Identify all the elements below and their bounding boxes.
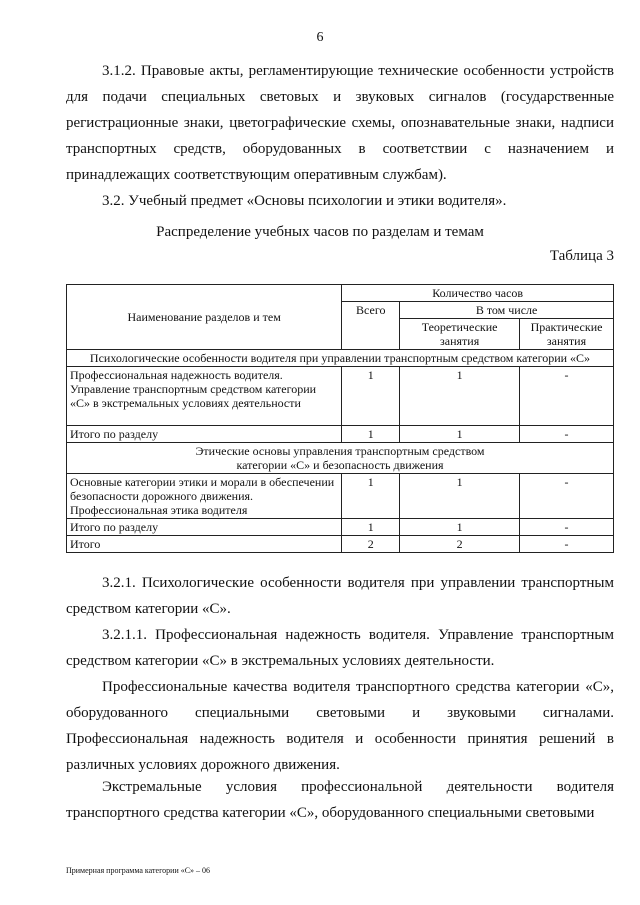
header-theory: Теоретические занятия	[400, 319, 520, 350]
page-footer: Примерная программа категории «С» – 06	[66, 866, 211, 875]
subtotal-row	[67, 426, 614, 443]
section-row	[67, 443, 614, 474]
page-number: 6	[316, 30, 324, 45]
subtotal-total: 1	[342, 519, 400, 536]
total-theory: 2	[400, 536, 520, 553]
table-title: Распределение учебных часов по разделам и темам	[156, 224, 484, 240]
topic-total: 1	[342, 367, 400, 426]
header-name: Наименование разделов и тем	[67, 285, 342, 350]
paragraph-extreme-conditions: Экстремальные условия профессиональной деятельности водителя транспортного средства категории «С», оборудованного специальными световыми	[66, 779, 614, 821]
subtotal-row	[67, 519, 614, 536]
header-including: В том числе	[400, 302, 614, 319]
total-row	[67, 536, 614, 553]
total-label: Итого	[67, 536, 342, 553]
header-practice: Практические занятия	[520, 319, 614, 350]
subtotal-label: Итого по разделу	[67, 426, 342, 443]
header-total: Всего	[342, 302, 400, 350]
subtotal-theory: 1	[400, 426, 520, 443]
paragraph-3-1-2: 3.1.2. Правовые акты, регламентирующие технические особенности устройств для подачи специальных световых и звуковых сигналов (государственные регистрационные знаки, цветографические схемы, опознавательные знаки, надписи транспортных средств, оборудованных в соответствии с назначением и принадлежащих соответствующим оперативным службам).	[66, 63, 614, 183]
topic-theory: 1	[400, 367, 520, 426]
topic-name: Профессиональная надежность водителя. Управление транспортным средством категории «С» в экстремальных условиях деятельности	[67, 367, 342, 426]
section-row	[67, 350, 614, 367]
topic-theory: 1	[400, 474, 520, 519]
topic-practice: -	[520, 367, 614, 426]
section-title-1: Психологические особенности водителя при управлении транспортным средством категории «С»	[67, 350, 614, 367]
header-quantity: Количество часов	[342, 285, 614, 302]
subtotal-total: 1	[342, 426, 400, 443]
table-label: Таблица 3	[549, 248, 614, 264]
subtotal-theory: 1	[400, 519, 520, 536]
section-title-2: Этические основы управления транспортным средством категории «С» и безопасность движения	[67, 443, 614, 474]
paragraph-3-2-1: 3.2.1. Психологические особенности водителя при управлении транспортным средством категории «С».	[66, 575, 614, 617]
topic-total: 1	[342, 474, 400, 519]
subtotal-label: Итого по разделу	[67, 519, 342, 536]
topic-practice: -	[520, 474, 614, 519]
subtotal-practice: -	[520, 426, 614, 443]
table-row	[67, 367, 614, 426]
table-row	[67, 474, 614, 519]
subtotal-practice: -	[520, 519, 614, 536]
paragraph-3-2: 3.2. Учебный предмет «Основы психологии и этики водителя».	[102, 193, 507, 209]
topic-name: Основные категории этики и морали в обеспечении безопасности дорожного движения. Профессиональная этика водителя	[67, 474, 342, 519]
table-header-row	[67, 285, 614, 302]
paragraph-professional-qualities: Профессиональные качества водителя транспортного средства категории «С», оборудованного специальными световыми и звуковыми сигналами. Профессиональная надежность водителя и особенности принятия решений в различных условиях дорожного движения.	[66, 679, 614, 773]
total-practice: -	[520, 536, 614, 553]
hours-distribution-table	[66, 284, 614, 553]
total-total: 2	[342, 536, 400, 553]
paragraph-3-2-1-1: 3.2.1.1. Профессиональная надежность водителя. Управление транспортным средством категории «С» в экстремальных условиях деятельности.	[66, 627, 614, 669]
